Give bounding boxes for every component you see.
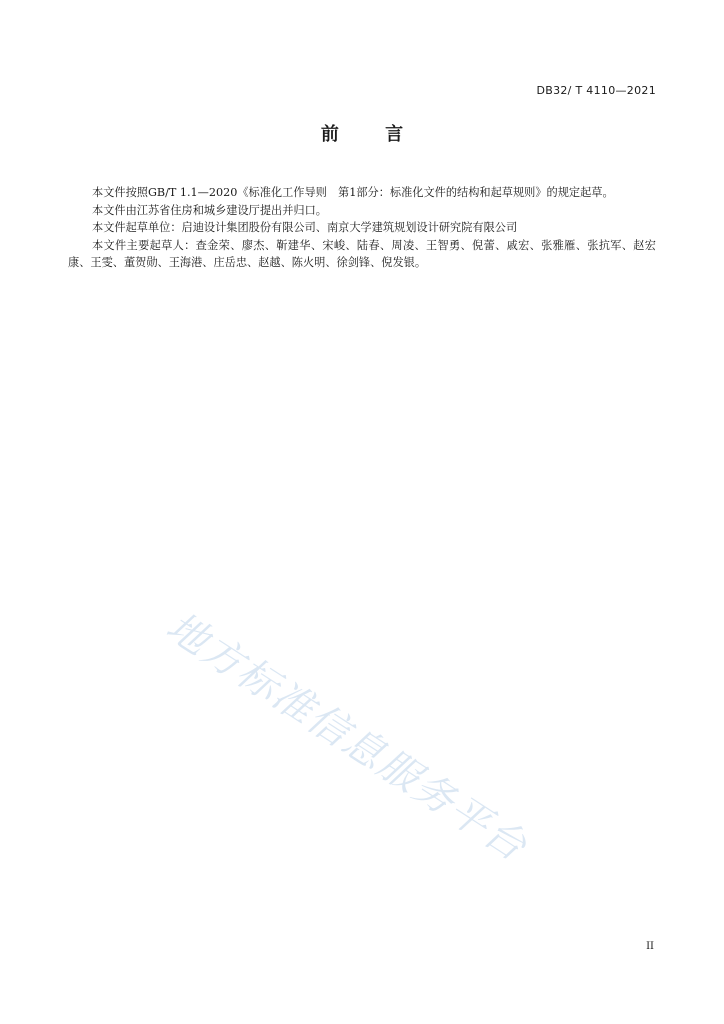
watermark: 地方标准信息服务平台 bbox=[158, 603, 536, 871]
paragraph-drafting-units: 本文件起草单位：启迪设计集团股份有限公司、南京大学建筑规划设计研究院有限公司 bbox=[92, 221, 518, 234]
paragraph-drafting-rules: 本文件按照GB/T 1.1—2020《标准化工作导则 第1部分：标准化文件的结构和起草规则》的规定起草。 bbox=[92, 186, 614, 199]
page-number: II bbox=[646, 941, 654, 952]
foreword-body bbox=[68, 184, 656, 272]
page-title: 前 言 bbox=[320, 124, 424, 145]
paragraph-drafters: 本文件主要起草人：查金荣、廖杰、靳建华、宋峻、陆春、周凌、王智勇、倪蕾、戚宏、张雅雁、张抗军、赵宏康、王雯、董贺勋、王海港、庄岳忠、赵越、陈火明、徐剑锋、倪发银。 bbox=[68, 238, 656, 269]
standard-code: DB32/ T 4110—2021 bbox=[536, 84, 656, 97]
paragraph-proposer: 本文件由江苏省住房和城乡建设厅提出并归口。 bbox=[92, 203, 327, 217]
